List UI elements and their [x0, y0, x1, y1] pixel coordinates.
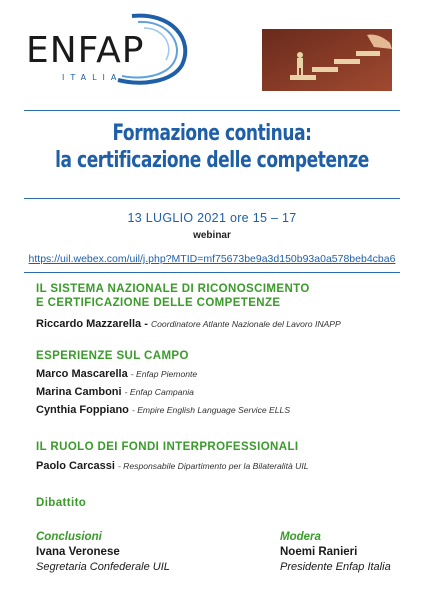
speaker-name: Marco Mascarella [36, 368, 128, 380]
logo-subtext: ITALIA [62, 73, 123, 82]
section-title-line: IL RUOLO DEI FONDI INTERPROFESSIONALI [36, 441, 299, 453]
speaker-role: - Enfap Campania [124, 387, 194, 397]
speaker-row [36, 317, 341, 331]
section-title-line: IL SISTEMA NAZIONALE DI RICONOSCIMENTO [36, 283, 310, 295]
header-photo [262, 29, 392, 91]
moderator-block [280, 530, 391, 575]
speaker-row [36, 367, 197, 381]
title-line-1: Formazione continua: [112, 121, 312, 146]
title-line-2: la certificazione delle competenze [55, 148, 369, 173]
speaker-role: Coordinatore Atlante Nazionale del Lavoro INAPP [150, 319, 341, 329]
moderator-name: Noemi Ranieri [280, 546, 358, 558]
speaker-row [36, 385, 194, 399]
speaker-name: Paolo Carcassi [36, 460, 115, 472]
conclusions-heading: Conclusioni [36, 531, 102, 543]
logo-text: ENFAP [26, 30, 145, 71]
speaker-row [36, 403, 290, 417]
enfap-logo [22, 10, 192, 88]
speaker-row [36, 459, 309, 473]
speaker-name: Marina Camboni [36, 386, 122, 398]
speaker-role: - Responsabile Dipartimento per la Bilateralità UIL [117, 461, 309, 471]
debate-label: Dibattito [36, 497, 87, 509]
moderator-role: Presidente Enfap Italia [280, 561, 391, 573]
logo-swoosh-icon [22, 10, 192, 88]
event-format: webinar [193, 230, 231, 241]
event-date: 13 LUGLIO 2021 ore 15 – 17 [127, 211, 297, 225]
speaker-role: - Enfap Piemonte [130, 369, 198, 379]
speaker-name: Cynthia Foppiano [36, 404, 129, 416]
speaker-role: - Empire English Language Service ELLS [131, 405, 291, 415]
conclusions-role: Segretaria Confederale UIL [36, 561, 170, 573]
section-title-line: E CERTIFICAZIONE DELLE COMPETENZE [36, 297, 281, 309]
section-title [36, 282, 310, 310]
webinar-link[interactable]: https://uil.webex.com/uil/j.php?MTID=mf75673be9a3d150b93a0a578beb4cba6 [28, 253, 396, 265]
speaker-name: Riccardo Mazzarella - [36, 318, 148, 330]
top-divider [24, 110, 400, 111]
conclusions-name: Ivana Veronese [36, 546, 120, 558]
moderator-heading: Modera [280, 531, 321, 543]
link-divider [24, 272, 400, 273]
section-title [36, 349, 189, 363]
stairs-image-icon [262, 29, 392, 91]
title-divider [24, 198, 400, 199]
conclusions-block [36, 530, 170, 575]
section-title-line: ESPERIENZE SUL CAMPO [36, 350, 189, 362]
section-title [36, 440, 299, 454]
